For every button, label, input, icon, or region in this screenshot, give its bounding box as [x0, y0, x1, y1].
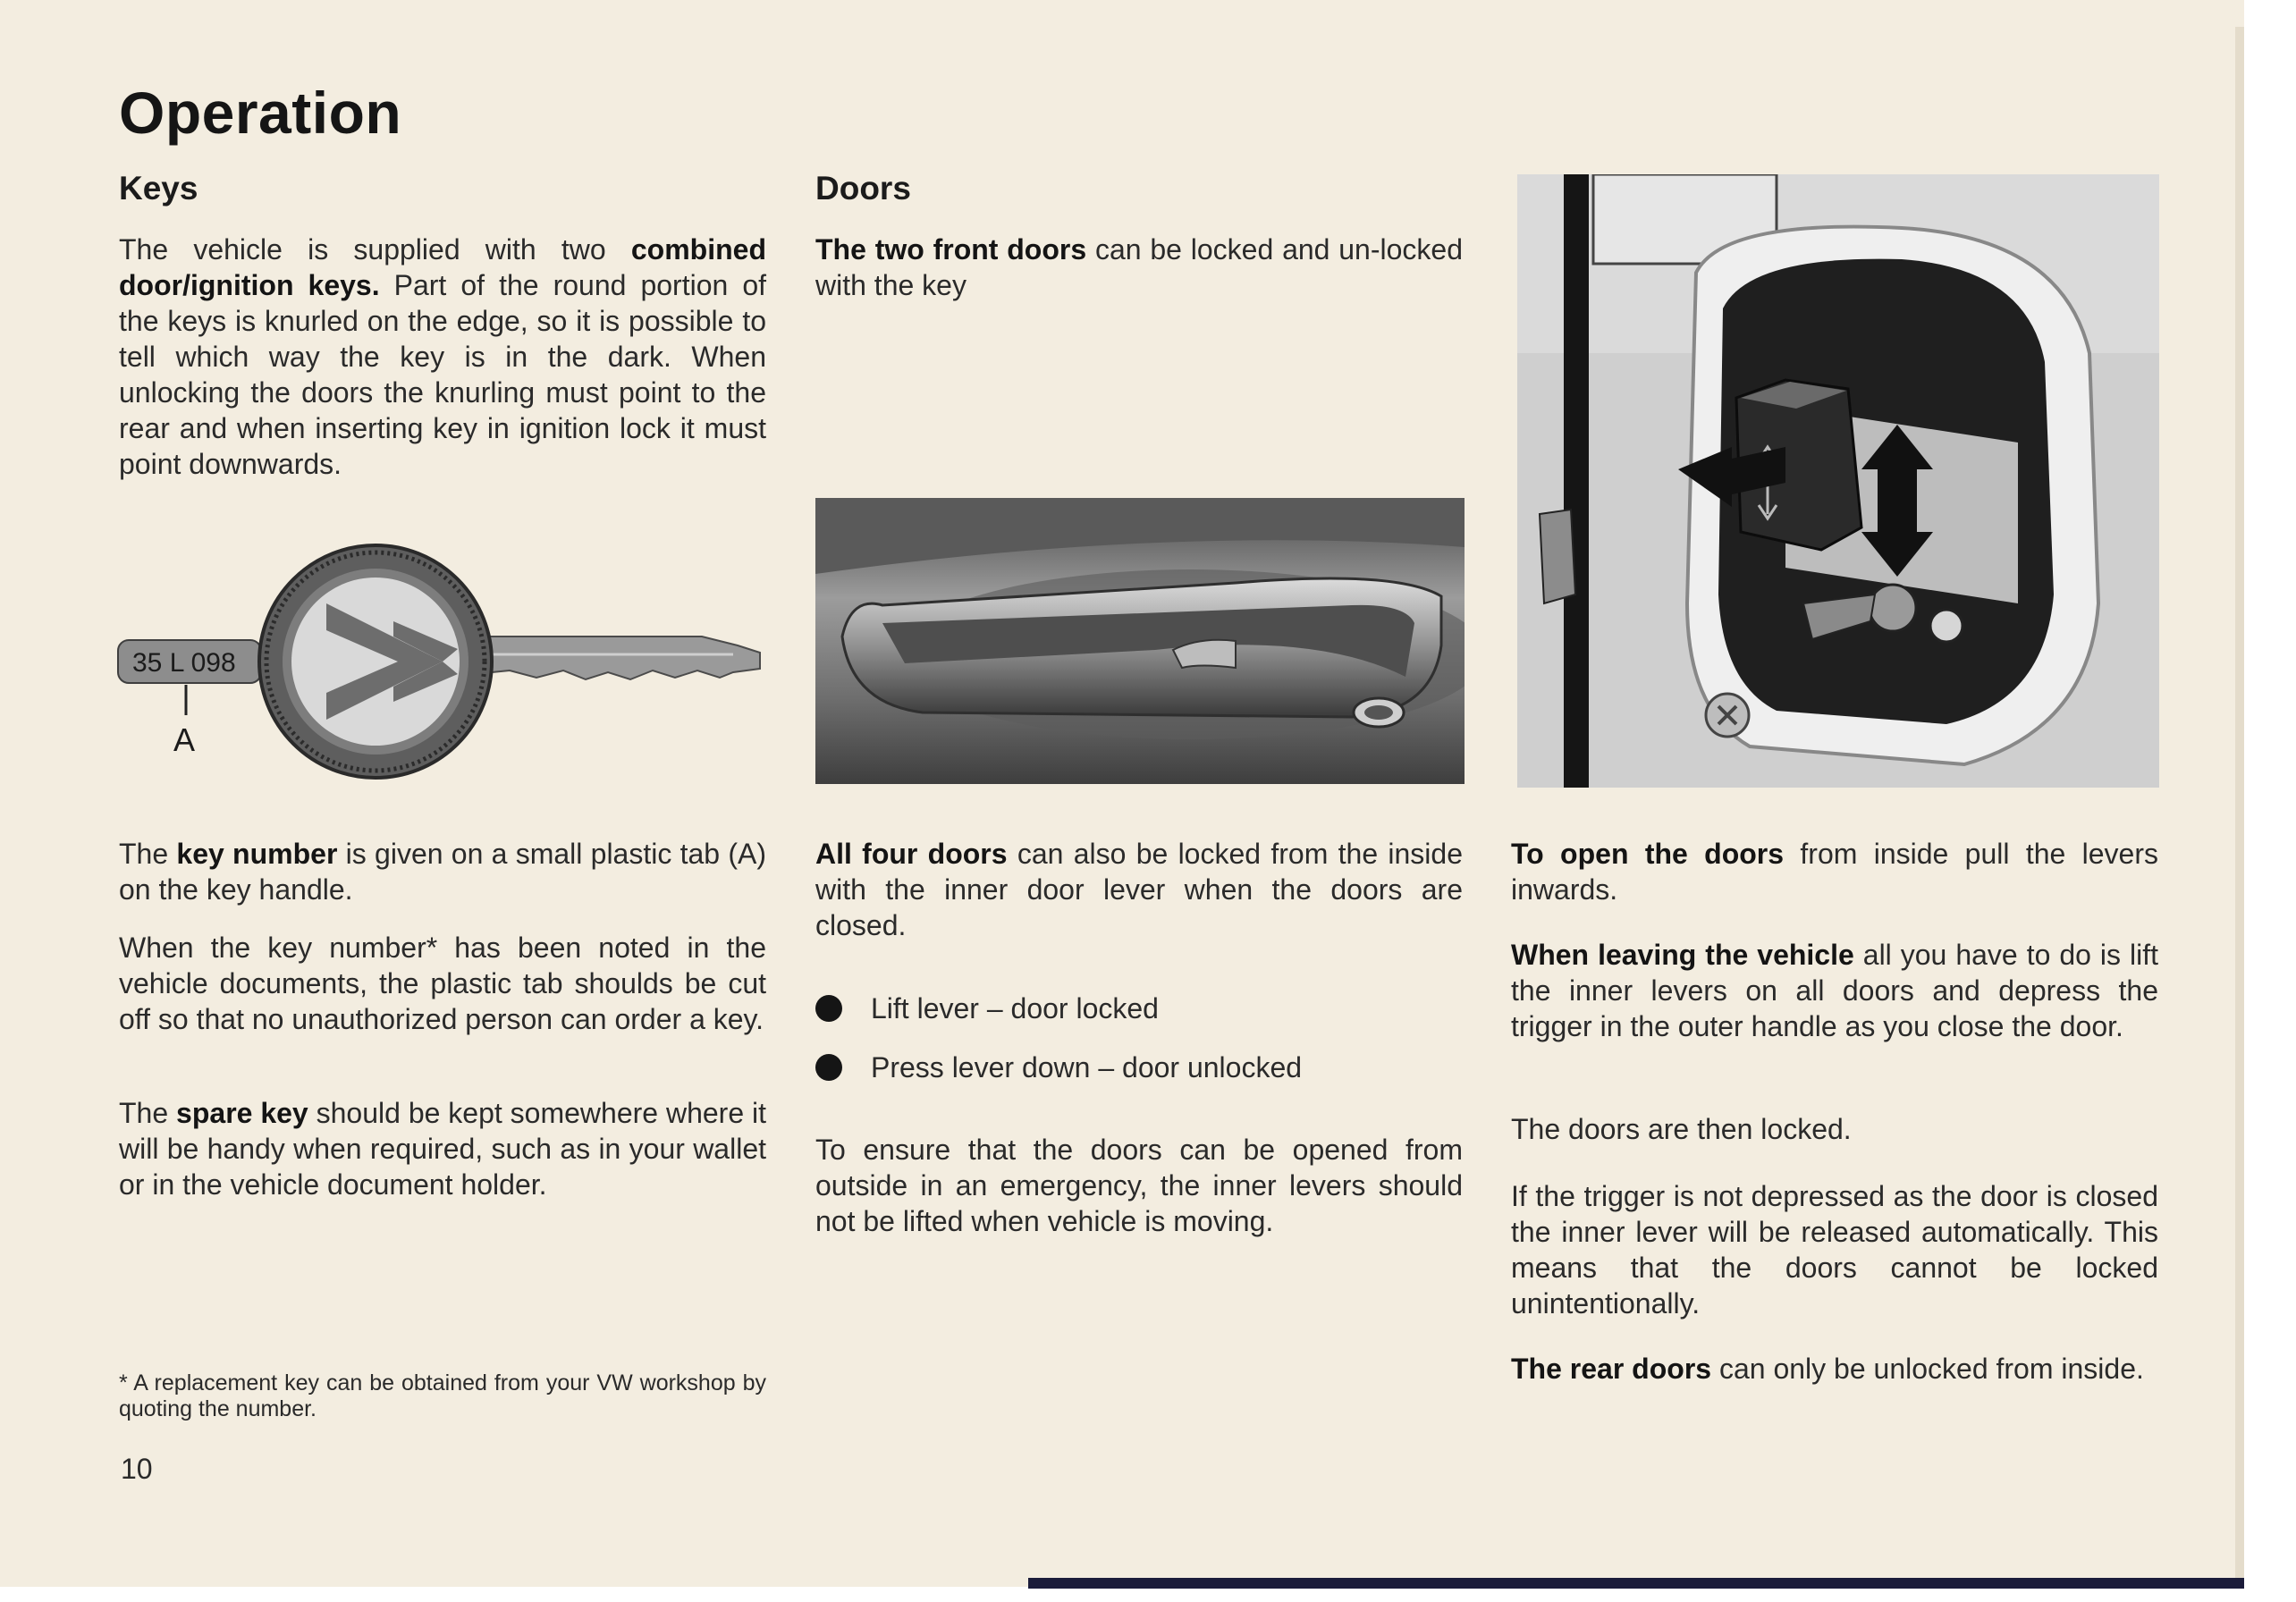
inner-para-3: The doors are then locked. [1511, 1113, 1852, 1145]
keys-para-1: The key number is given on a small plastic tab (A) on the key handle. [119, 838, 767, 906]
doors-intro: The two front doors can be locked and un-locked with the key [815, 233, 1464, 301]
key-tab-number: 35 L 098 [132, 648, 236, 678]
keys-para-3: The spare key should be kept somewhere where it will be handy when required, such as in your wallet or in the vehicle document holder. [119, 1097, 767, 1201]
inner-door-lever-photo [1517, 174, 2159, 788]
bullet-item: Press lever down – door unlocked [815, 1050, 1463, 1085]
footnote: * A replacement key can be obtained from your VW workshop by quoting the number. [119, 1370, 766, 1421]
page-edge [2235, 27, 2244, 1587]
bullet-item: Lift lever – door locked [815, 991, 1463, 1026]
page-title: Operation [119, 80, 402, 146]
inner-para-5: The rear doors can only be unlocked from inside. [1511, 1353, 2144, 1385]
bullet-icon [815, 1054, 842, 1081]
page-bottom-edge [1028, 1578, 2244, 1589]
doors-para-1: All four doors can also be locked from the inside with the inner door lever when the doors are closed. [815, 838, 1463, 941]
bullet-icon [815, 995, 842, 1022]
door-handle-photo [815, 498, 1465, 784]
page-number: 10 [121, 1453, 153, 1485]
inner-para-4: If the trigger is not depressed as the door is closed the inner lever will be released automatically. This means that the doors cannot be locked unintentionally. [1511, 1180, 2158, 1320]
doors-heading: Doors [815, 170, 911, 207]
keys-heading: Keys [119, 170, 198, 207]
lever-bullet-list [815, 991, 1463, 1085]
key-tab-label: A [173, 721, 196, 758]
inner-para-2: When leaving the vehicle all you have to do is lift the inner levers on all doors and depress the trigger in the outer handle as you close the door. [1511, 939, 2159, 1042]
vw-key-illustration [116, 536, 778, 805]
keys-intro: The vehicle is supplied with two combined door/ignition keys. Part of the round portion of the keys is knurled on the edge, so it is possible to tell which way the key is in the dark. When unlocking the doors the knurling must point to the rear and when inserting key in ignition lock it must point downwards. [119, 233, 767, 480]
doors-para-2: To ensure that the doors can be opened from outside in an emergency, the inner levers should not be lifted when vehicle is moving. [815, 1134, 1463, 1237]
inner-para-1: To open the doors from inside pull the levers inwards. [1511, 838, 2159, 906]
keys-para-2: When the key number* has been noted in the vehicle documents, the plastic tab shoulds be cut off so that no unauthorized person can order a key. [119, 932, 766, 1035]
